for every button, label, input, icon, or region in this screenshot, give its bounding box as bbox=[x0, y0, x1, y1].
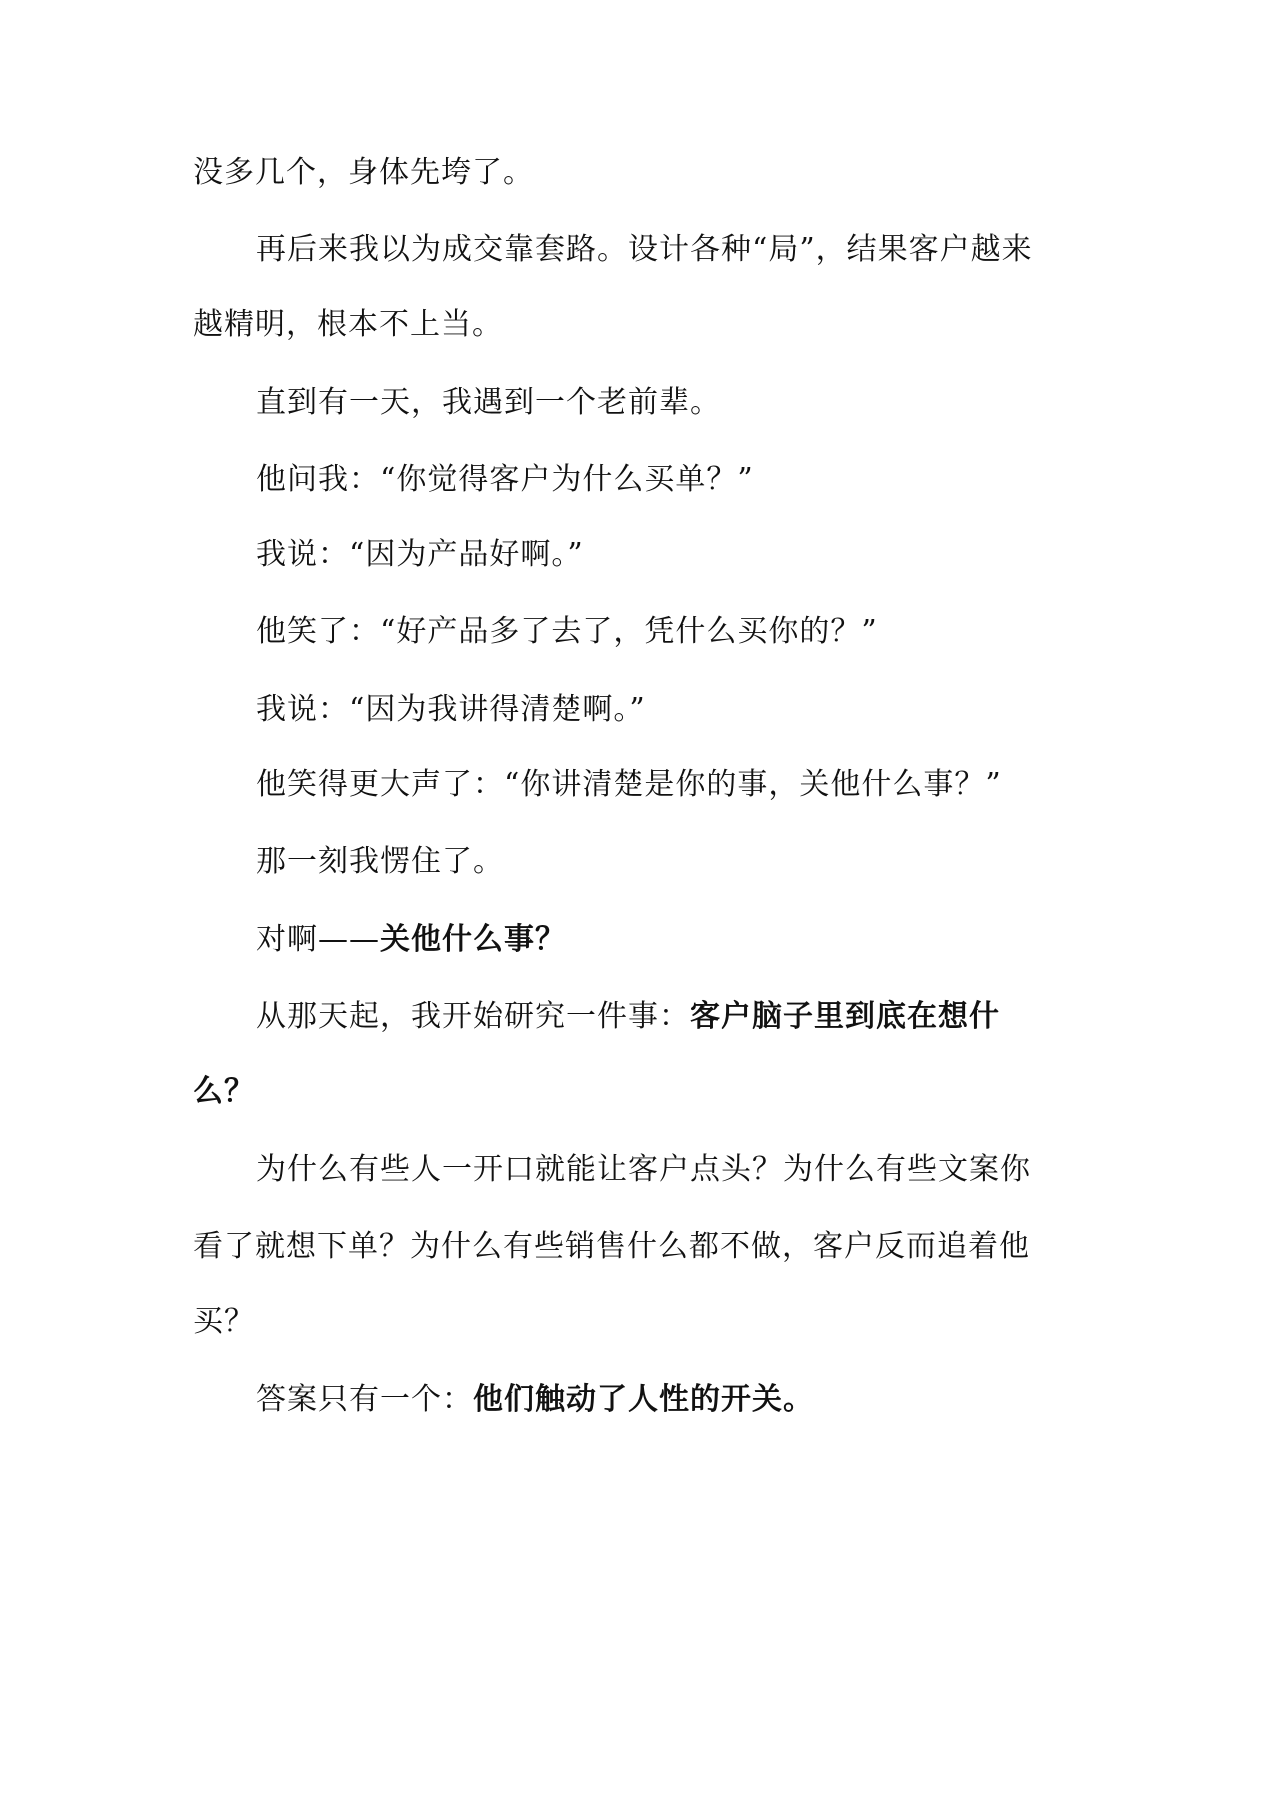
paragraph-line bbox=[256, 383, 1156, 423]
paragraph-line bbox=[256, 690, 1156, 730]
line-text: 他笑了：“好产品多了去了，凭什么买你的？” bbox=[256, 614, 878, 649]
paragraph-line bbox=[256, 765, 1156, 805]
paragraph-line bbox=[256, 842, 1156, 882]
paragraph-line bbox=[256, 1150, 1156, 1190]
line-text: 我说：“因为产品好啊。” bbox=[256, 537, 584, 572]
paragraph-line bbox=[193, 1227, 1093, 1267]
line-bold-text: 他们触动了人性的开关。 bbox=[473, 1382, 814, 1417]
paragraph-line bbox=[256, 230, 1156, 270]
line-text: 从那天起，我开始研究一件事： bbox=[256, 999, 690, 1034]
line-text: 我说：“因为我讲得清楚啊。” bbox=[256, 692, 646, 727]
line-bold-text: 么？ bbox=[193, 1074, 255, 1109]
paragraph-line bbox=[256, 1380, 1156, 1420]
paragraph-line bbox=[256, 460, 1156, 500]
paragraph-line bbox=[193, 153, 1093, 193]
line-text: 越精明，根本不上当。 bbox=[193, 307, 503, 342]
paragraph-line bbox=[193, 1072, 1093, 1112]
paragraph-line bbox=[256, 997, 1156, 1037]
paragraph-line bbox=[256, 535, 1156, 575]
line-text: 他问我：“你觉得客户为什么买单？” bbox=[256, 462, 754, 497]
paragraph-line bbox=[256, 920, 1156, 960]
line-text: 为什么有些人一开口就能让客户点头？为什么有些文案你 bbox=[256, 1152, 1031, 1187]
line-text: 没多几个，身体先垮了。 bbox=[193, 155, 534, 190]
line-text: 看了就想下单？为什么有些销售什么都不做，客户反而追着他 bbox=[193, 1229, 1030, 1264]
paragraph-line bbox=[193, 305, 1093, 345]
line-text: 再后来我以为成交靠套路。设计各种“局”，结果客户越来 bbox=[256, 232, 1033, 267]
line-bold-text: 关他什么事？ bbox=[380, 922, 566, 957]
paragraph-line bbox=[256, 612, 1156, 652]
line-bold-text: 客户脑子里到底在想什 bbox=[690, 999, 1000, 1034]
line-text: 他笑得更大声了：“你讲清楚是你的事，关他什么事？” bbox=[256, 767, 1002, 802]
line-text: 答案只有一个： bbox=[256, 1382, 473, 1417]
line-text: 那一刻我愣住了。 bbox=[256, 844, 504, 879]
line-text: 对啊—— bbox=[256, 922, 380, 957]
line-text: 直到有一天，我遇到一个老前辈。 bbox=[256, 385, 721, 420]
line-text: 买？ bbox=[193, 1304, 255, 1339]
paragraph-line bbox=[193, 1302, 1093, 1342]
